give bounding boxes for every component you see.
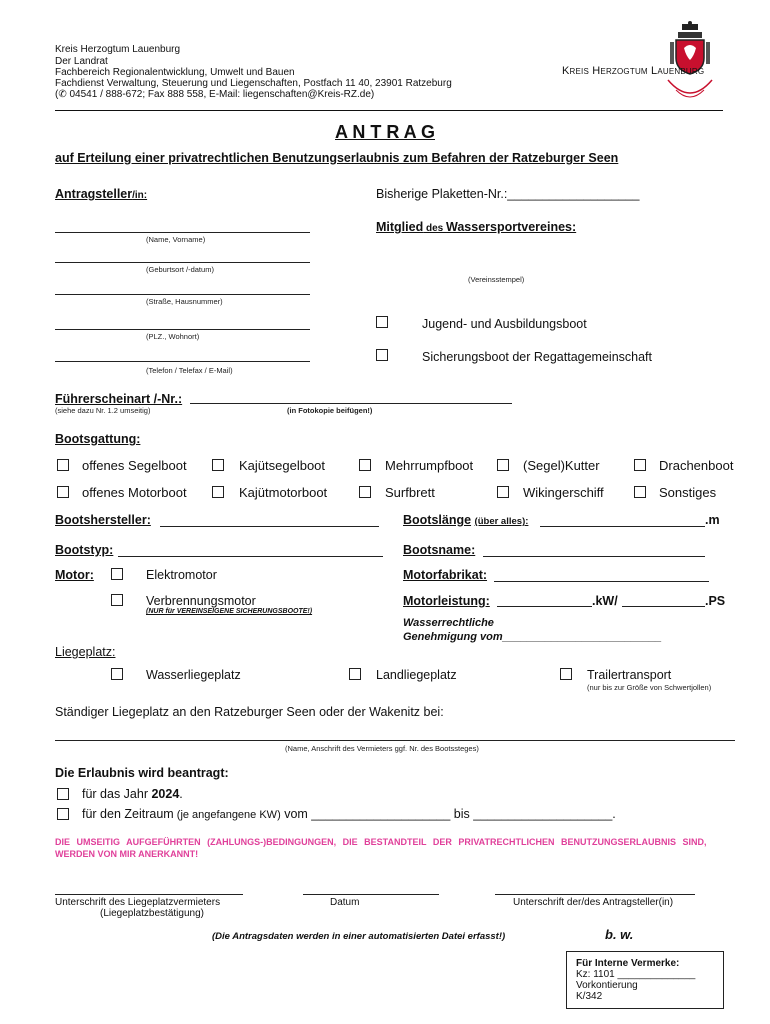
boat-type-label: offenes Segelboot	[82, 458, 187, 473]
turn-over-note: b. w.	[605, 927, 634, 942]
birth-line[interactable]	[55, 262, 310, 263]
length-label: Bootslänge (über alles):	[403, 513, 529, 527]
berth-heading: Liegeplatz:	[55, 645, 116, 659]
water-berth-checkbox[interactable]	[111, 668, 123, 680]
boat-type-label: Wikingerschiff	[523, 485, 604, 500]
applicant-heading: Antragsteller/in:	[55, 187, 148, 201]
boat-type-field-label: Bootstyp:	[55, 543, 114, 557]
boat-type-checkbox[interactable]	[497, 459, 509, 471]
member-heading: Mitglied des Wassersportvereines:	[376, 220, 577, 234]
date-label: Datum	[330, 897, 360, 908]
applicant-signature-label: Unterschrift der/des Antragsteller(in)	[513, 897, 674, 908]
phone-hint: (Telefon / Telefax / E-Mail)	[146, 366, 233, 375]
safety-boat-checkbox[interactable]	[376, 349, 388, 361]
name-line[interactable]	[55, 232, 310, 233]
boat-type-label: Drachenboot	[659, 458, 734, 473]
combustion-note: (NUR für VEREINSEIGENE SICHERUNGSBOOTE!)	[146, 608, 313, 615]
boat-types-heading: Bootsgattung:	[55, 432, 141, 446]
conditions-line-1: DIE UMSEITIG AUFGEFÜHRTEN (ZAHLUNGS-)BEDINGUNGEN, DIE BESTANDTEIL DER PRIVATRECHTLICHEN BENUTZUNGSERLAUBNIS SIND,	[55, 837, 707, 847]
header-line-2: Der Landrat	[55, 56, 108, 67]
boat-type-checkbox[interactable]	[57, 459, 69, 471]
page-subtitle: auf Erteilung einer privatrechtlichen Benutzungserlaubnis zum Befahren der Ratzeburger Seen	[55, 151, 619, 165]
kw-line[interactable]	[497, 606, 592, 607]
landlord-signature-label: Unterschrift des Liegeplatzvermieters	[55, 897, 221, 908]
permanent-berth-label: Ständiger Liegeplatz an den Ratzeburger Seen oder der Wakenitz bei:	[55, 705, 444, 719]
landlord-signature-sub: (Liegeplatzbestätigung)	[100, 908, 204, 919]
plakette-field[interactable]: Bisherige Plaketten-Nr.:___________________	[376, 187, 640, 201]
header-line-1: Kreis Herzogtum Lauenburg	[55, 44, 181, 55]
permanent-berth-hint: (Name, Anschrift des Vermieters ggf. Nr. des Bootssteges)	[285, 744, 479, 753]
boat-name-label: Bootsname:	[403, 543, 476, 557]
trailer-label: Trailertransport	[587, 668, 672, 682]
permit-label-2[interactable]: Genehmigung vom__________________________	[403, 631, 662, 643]
manufacturer-line[interactable]	[160, 526, 379, 527]
boat-type-label: offenes Motorboot	[82, 485, 187, 500]
street-hint: (Straße, Hausnummer)	[146, 297, 223, 306]
electric-motor-label: Elektromotor	[146, 568, 217, 582]
footer-note: (Die Antragsdaten werden in einer automatisierten Datei erfasst!)	[212, 931, 506, 942]
ps-line[interactable]	[622, 606, 705, 607]
youth-boat-checkbox[interactable]	[376, 316, 388, 328]
motor-make-line[interactable]	[494, 581, 709, 582]
period-label[interactable]: für den Zeitraum (je angefangene KW) vom ____________________ bis ____________________.	[82, 807, 616, 821]
length-line[interactable]	[540, 526, 705, 527]
boat-type-checkbox[interactable]	[634, 459, 646, 471]
youth-boat-label: Jugend- und Ausbildungsboot	[422, 317, 587, 331]
kw-unit: .kW/	[592, 594, 618, 608]
landlord-signature-line[interactable]	[55, 894, 243, 895]
combustion-motor-label: Verbrennungsmotor	[146, 594, 256, 608]
water-berth-label: Wasserliegeplatz	[146, 668, 241, 682]
boat-type-checkbox[interactable]	[57, 486, 69, 498]
logo-text: Kreis Herzogtum Lauenburg	[562, 65, 705, 77]
conditions-line-2: WERDEN VON MIR ANERKANNT!	[55, 849, 199, 859]
license-line[interactable]	[190, 403, 512, 404]
boat-type-label: Mehrrumpfboot	[385, 458, 474, 473]
manufacturer-label: Bootshersteller:	[55, 513, 151, 527]
land-berth-checkbox[interactable]	[349, 668, 361, 680]
internal-k: K/342	[576, 991, 603, 1002]
permanent-berth-line[interactable]	[55, 740, 735, 741]
license-note: (siehe dazu Nr. 1.2 umseitig)	[55, 406, 151, 415]
boat-type-checkbox[interactable]	[634, 486, 646, 498]
header-line-4: Fachdienst Verwaltung, Steuerung und Liegenschaften, Postfach 11 40, 23901 Ratzeburg	[55, 78, 452, 89]
boat-type-label: (Segel)Kutter	[523, 458, 600, 473]
permit-label-1: Wasserrechtliche	[403, 617, 494, 629]
boat-type-checkbox[interactable]	[212, 486, 224, 498]
period-checkbox[interactable]	[57, 808, 69, 820]
boat-type-label: Surfbrett	[385, 485, 435, 500]
request-heading: Die Erlaubnis wird beantragt:	[55, 766, 229, 780]
year-checkbox[interactable]	[57, 788, 69, 800]
applicant-signature-line[interactable]	[495, 894, 695, 895]
ps-unit: .PS	[705, 594, 726, 608]
motor-power-label: Motorleistung:	[403, 594, 490, 608]
stamp-hint: (Vereinsstempel)	[468, 275, 525, 284]
boat-type-label: Kajütmotorboot	[239, 485, 328, 500]
motor-make-label: Motorfabrikat:	[403, 568, 488, 582]
header-divider	[55, 110, 723, 111]
trailer-note: (nur bis zur Größe von Schwertjollen)	[587, 683, 712, 692]
internal-notes-title: Für Interne Vermerke:	[576, 958, 680, 969]
motor-label: Motor:	[55, 568, 94, 582]
combustion-motor-checkbox[interactable]	[111, 594, 123, 606]
electric-motor-checkbox[interactable]	[111, 568, 123, 580]
phone-line[interactable]	[55, 361, 310, 362]
page-title: A N T R A G	[335, 122, 435, 142]
plz-line[interactable]	[55, 329, 310, 330]
boat-type-label: Sonstiges	[659, 485, 717, 500]
trailer-checkbox[interactable]	[560, 668, 572, 680]
internal-vorkontierung: Vorkontierung	[576, 980, 638, 991]
boat-type-line[interactable]	[118, 556, 383, 557]
boat-type-checkbox[interactable]	[359, 486, 371, 498]
boat-type-label: Kajütsegelboot	[239, 458, 326, 473]
boat-type-checkbox[interactable]	[359, 459, 371, 471]
name-hint: (Name, Vorname)	[146, 235, 206, 244]
boat-type-checkbox[interactable]	[497, 486, 509, 498]
header-line-3: Fachbereich Regionalentwicklung, Umwelt und Bauen	[55, 67, 295, 78]
safety-boat-label: Sicherungsboot der Regattagemeinschaft	[422, 350, 653, 364]
header-line-5: (✆ 04541 / 888-672; Fax 888 558, E-Mail: liegenschaften@Kreis-RZ.de)	[55, 89, 375, 100]
license-label: Führerscheinart /-Nr.:	[55, 392, 183, 406]
license-copy: (in Fotokopie beifügen!)	[287, 406, 373, 415]
boat-name-line[interactable]	[483, 556, 705, 557]
year-label: für das Jahr 2024.	[82, 787, 183, 801]
internal-kz: Kz: 1101 ______________	[576, 969, 696, 980]
birth-hint: (Geburtsort /-datum)	[146, 265, 214, 274]
date-line[interactable]	[303, 894, 439, 895]
length-unit: .m	[705, 513, 720, 527]
land-berth-label: Landliegeplatz	[376, 668, 457, 682]
boat-type-checkbox[interactable]	[212, 459, 224, 471]
street-line[interactable]	[55, 294, 310, 295]
plz-hint: (PLZ., Wohnort)	[146, 332, 200, 341]
